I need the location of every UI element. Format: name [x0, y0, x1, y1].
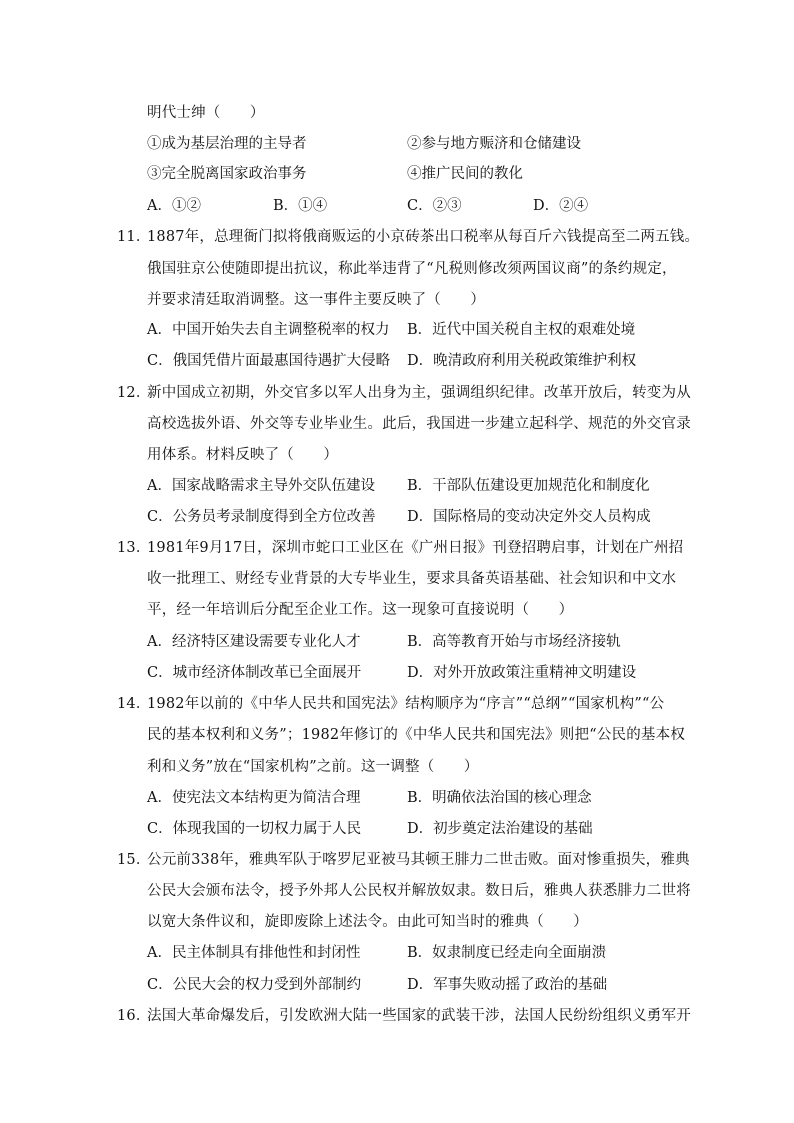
q10-item-4: ④推广民间的教化: [407, 166, 523, 182]
q10-option-a: A．①②: [147, 198, 201, 214]
q15-option-c: C．公民大会的权力受到外部制约: [147, 977, 362, 993]
q14-option-b: B．明确依法治国的核心理念: [407, 790, 592, 806]
q13-option-d: D．对外开放政策注重精神文明建设: [407, 665, 637, 681]
q15-number: 15．: [117, 852, 151, 868]
q15-line-1: 15．公元前338年，雅典军队于喀罗尼亚被马其顿王腓力二世击败。面对惨重损失，雅典: [117, 852, 690, 868]
q10-option-c: C．②③: [407, 198, 462, 214]
q12-option-d: D．国际格局的变动决定外交人员构成: [407, 509, 651, 525]
q13-line-1: 13．1981年9月17日，深圳市蛇口工业区在《广州日报》刊登招聘启事，计划在广州招: [117, 540, 684, 556]
q10-stem-tail: 明代士绅（ ）: [147, 105, 265, 121]
q14-line-3: 利和义务”放在“国家机构”之前。这一调整（ ）: [147, 759, 479, 775]
q13-option-b: B．高等教育开始与市场经济接轨: [407, 634, 621, 650]
q14-line-2: 民的基本权利和义务”；1982年修订的《中华人民共和国宪法》则把“公民的基本权: [147, 727, 686, 743]
q13-option-a: A．经济特区建设需要专业化人才: [147, 634, 361, 650]
q16-line-1: 16．法国大革命爆发后，引发欧洲大陆一些国家的武装干涉，法国人民纷纷组织义勇军开: [117, 1008, 691, 1024]
q10-item-3: ③完全脱离国家政治事务: [147, 166, 307, 182]
q11-option-a: A．中国开始失去自主调整税率的权力: [147, 322, 390, 338]
q11-number: 11．: [117, 229, 151, 245]
q13-number: 13．: [117, 540, 151, 556]
q10-option-d: D．②④: [533, 198, 589, 214]
q10-item-2: ②参与地方赈济和仓储建设: [407, 136, 581, 152]
q12-option-c: C．公务员考录制度得到全方位改善: [147, 509, 376, 525]
q11-line-2: 俄国驻京公使随即提出抗议，称此举违背了“凡税则修改须两国议商”的条约规定，: [147, 261, 677, 277]
q13-line-2: 收一批理工、财经专业背景的大专毕业生，要求具备英语基础、社会知识和中文水: [147, 571, 677, 587]
q11-option-d: D．晚清政府利用关税政策维护利权: [407, 353, 637, 369]
q12-line-3: 用体系。材料反映了（ ）: [147, 447, 339, 463]
q12-line-2: 高校选拔外语、外交等专业毕业生。此后，我国进一步建立起科学、规范的外交官录: [147, 416, 691, 432]
q14-option-a: A．使宪法文本结构更为简洁合理: [147, 790, 361, 806]
q14-option-c: C．体现我国的一切权力属于人民: [147, 821, 362, 837]
q11-option-b: B．近代中国关税自主权的艰难处境: [407, 322, 636, 338]
q12-line-1: 12．新中国成立初期，外交官多以军人出身为主，强调组织纪律。改革开放后，转变为从: [117, 385, 691, 401]
q12-number: 12．: [117, 385, 151, 401]
q15-option-a: A．民主体制具有排他性和封闭性: [147, 945, 361, 961]
q11-line-3: 并要求清廷取消调整。这一事件主要反映了（ ）: [147, 292, 486, 308]
q11-line-1: 11．1887年，总理衙门拟将俄商贩运的小京砖茶出口税率从每百斤六钱提高至二两五钱。: [117, 229, 700, 245]
q15-option-d: D．军事失败动摇了政治的基础: [407, 977, 608, 993]
q11-option-c: C．俄国凭借片面最惠国待遇扩大侵略: [147, 353, 391, 369]
q16-number: 16．: [117, 1008, 151, 1024]
q14-line-1: 14．1982年以前的《中华人民共和国宪法》结构顺序为“序言”“总纲”“国家机构”“公: [117, 696, 665, 712]
q10-item-1: ①成为基层治理的主导者: [147, 136, 307, 152]
q15-line-2: 公民大会颁布法令，授予外邦人公民权并解放奴隶。数日后，雅典人获悉腓力二世将: [147, 883, 691, 899]
q13-option-c: C．城市经济体制改革已全面展开: [147, 665, 362, 681]
q14-option-d: D．初步奠定法治建设的基础: [407, 821, 593, 837]
q15-option-b: B．奴隶制度已经走向全面崩溃: [407, 945, 607, 961]
q15-line-3: 以宽大条件议和，旋即废除上述法令。由此可知当时的雅典（ ）: [147, 914, 588, 930]
q14-number: 14．: [117, 696, 151, 712]
q12-option-a: A．国家战略需求主导外交队伍建设: [147, 478, 375, 494]
q10-option-b: B．①④: [273, 198, 328, 214]
q12-option-b: B．干部队伍建设更加规范化和制度化: [407, 478, 650, 494]
q13-line-3: 平，经一年培训后分配至企业工作。这一现象可直接说明（ ）: [147, 602, 574, 618]
